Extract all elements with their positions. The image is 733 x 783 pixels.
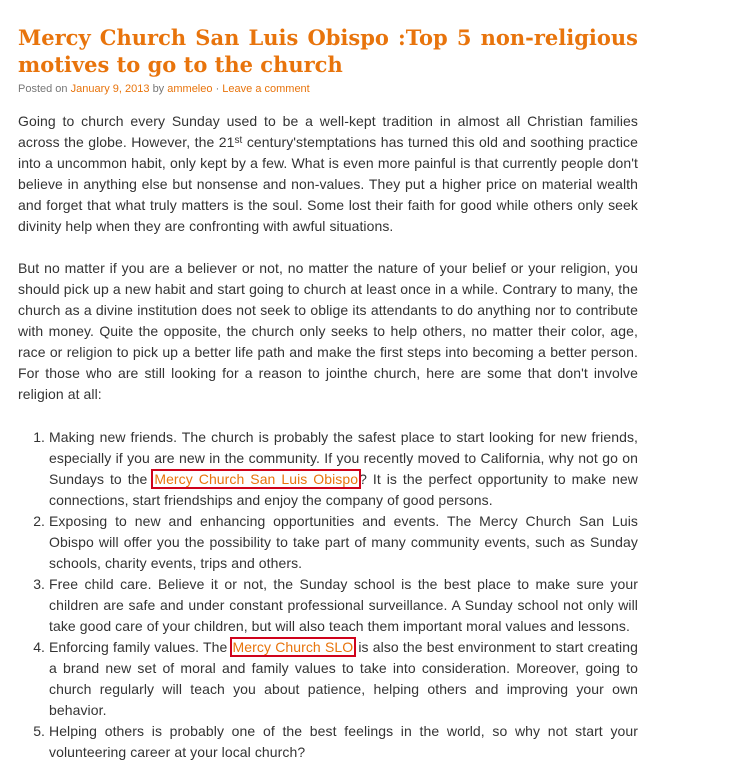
motive-text-after: ? It is the perfect opportunity to make new connections, start friendships and enjoy the company of good persons. <box>49 471 638 508</box>
list-item <box>49 637 638 721</box>
author-link[interactable]: ammeleo <box>167 83 213 95</box>
posted-on-label: Posted on <box>18 83 68 95</box>
motives-list <box>18 427 638 763</box>
by-label: by <box>152 83 165 95</box>
post-meta <box>18 82 638 97</box>
leave-comment-link[interactable]: Leave a comment <box>222 83 310 95</box>
intro-text-after: century'stemptations has turned this old and soothing practice into a uncommon habit, only kept by a few. What is even more painful is that currently people don't believe in anything else but nonsense and non-values. They put a higher price on material wealth and forget that what truly matters is the soul. Some lost their faith for good while others only seek divinity help when they are confronting with awful situations. <box>18 134 638 234</box>
meta-separator: · <box>215 83 220 95</box>
list-item <box>49 427 638 511</box>
second-paragraph: But no matter if you are a believer or not, no matter the nature of your belief or your religion, you should pick up a new habit and start going to church at least once in a while. Contrary to many, the church as a divine institution does not seek to oblige its attendants to do anything nor to contribute with money. Quite the opposite, the church only seeks to help others, no matter their color, age, race or religion to pick up a better life path and make the first steps into becoming a better person. For those who are still looking for a reason to jointhe church, here are some that don't involve religion at all: <box>18 260 638 402</box>
mercy-church-san-luis-obispo-link[interactable]: Mercy Church San Luis Obispo <box>154 471 359 487</box>
motive-text-before: Making new friends. The church is probably the safest place to start looking for new friends, especially if you are new in the community. If you recently moved to California, why not go on Sundays to the <box>49 429 638 487</box>
list-item: 3. Free child care. Believe it or not, the Sunday school is the best place to make sure your children are safe and under constant professional surveillance. A Sunday school not only will take good care of your children, but will also teach them important moral values and lessons. <box>49 574 638 637</box>
post-title: Mercy Church San Luis Obispo :Top 5 non-religious motives to go to the church <box>18 25 638 77</box>
list-item: 5. Helping others is probably one of the best feelings in the world, so why not start your volunteering career at your local church? <box>49 721 638 763</box>
list-item: 2. Exposing to new and enhancing opportunities and events. The Mercy Church San Luis Obispo will offer you the possibility to take part of many community events, such as Sunday schools, charity events, trips and others. <box>49 511 638 574</box>
intro-text-before: Going to church every Sunday used to be a well-kept tradition in almost all Christian families across the globe. However, the 21 <box>18 113 638 150</box>
ordinal-suffix: st <box>234 135 243 146</box>
motive-text-after: is also the best environment to start creating a brand new set of moral and family values to take into consideration. Moreover, going to church regularly will teach you about patience, helping others and improving your own behavior. <box>49 639 638 718</box>
intro-paragraph <box>18 111 638 237</box>
mercy-church-slo-link[interactable]: Mercy Church SLO <box>232 639 354 655</box>
motive-text-before: Enforcing family values. The <box>49 639 232 655</box>
post-date-link[interactable]: January 9, 2013 <box>70 83 150 95</box>
